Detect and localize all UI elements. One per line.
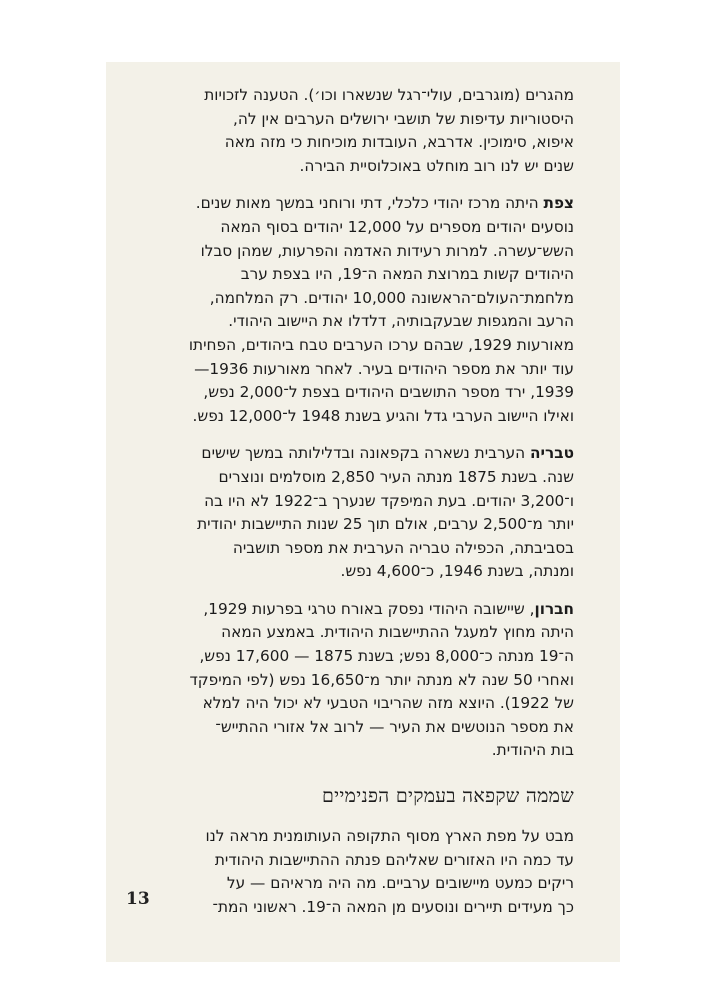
paragraph-tiberias <box>132 442 574 584</box>
text-line: מהגרים (מוגרבים, עולי־רגל שנשארו וכו׳). הטענה לזכויות <box>204 86 574 104</box>
text-line-rest: , שיישובה היהודי נפסק באורח טרגי בפרעות 1929, <box>203 599 535 618</box>
lead-word-hebron: חברון <box>534 599 574 618</box>
lead-word-safed: צפת <box>543 194 574 213</box>
text-line: שנים יש לנו רוב מוחלט באוכלוסיית הבירה. <box>299 156 574 175</box>
text-line: כך מעידים תיירים ונוסעים מן המאה ה־19. ראשוני המת־ <box>212 897 574 916</box>
paragraph-safed <box>132 192 574 428</box>
text-line <box>132 442 574 466</box>
text-line: יותר מ־2,500 ערבים, אולם תוך 25 שנות התיישבות יהודית <box>197 515 574 534</box>
text-line: ואחרי 50 שנה לא מנתה יותר מ־16,650 נפש (לפי המיפקד <box>189 670 574 689</box>
lead-word-tiberias: טבריה <box>530 444 574 463</box>
text-column <box>132 84 574 933</box>
text-line: ואילו היישוב הערבי גדל והגיע בשנת 1948 ל־12,000 נפש. <box>192 406 574 425</box>
text-line: ריקים כמעט מיישובים ערביים. מה היה מראיהם — על <box>226 874 574 893</box>
text-line <box>132 598 574 622</box>
section-heading: שממה שקפאה בעמקים הפנימיים <box>321 785 574 808</box>
text-line: ו־3,200 יהודים. בעת המיפקד שנערך ב־1922 לא היו בה <box>204 491 574 510</box>
text-line: איפוא, סימוכין. אדרבא, העובדות מוכיחות כי מזה מאה <box>224 133 574 152</box>
text-line: השש־עשרה. למרות רעידות האדמה והפרעות, שמהן סבלו <box>200 241 574 260</box>
text-line: את מספר הנוטשים את העיר — לרוב אל אזורי ההתייש־ <box>215 717 574 736</box>
text-line: בסביבתה, הכפילה טבריה הערבית את מספר תושביה <box>232 538 574 557</box>
paragraph-hebron <box>132 598 574 763</box>
text-line: היתה מחוץ למעגל ההתיישבות היהודית. באמצע המאה <box>221 623 574 642</box>
text-line: שנה. בשנת 1875 מנתה העיר 2,850 מוסלמים ונוצרים <box>218 467 574 486</box>
text-line: של 1922). היוצא מזה שהריבוי הטבעי לא יכול היה למלא <box>202 694 574 713</box>
text-line: מבט על מפת הארץ מסוף התקופה העותומנית מראה לנו <box>205 827 574 846</box>
text-line: נוסעים יהודים מספרים על 12,000 יהודים בסוף המאה <box>220 217 574 236</box>
text-line <box>132 192 574 216</box>
text-line: הרעב והמגפות שבעקבותיה, דלדלו את היישוב היהודי. <box>228 312 574 331</box>
text-line: מלחמת־העולם־הראשונה 10,000 יהודים. רק המלחמה, <box>209 288 574 307</box>
text-line-rest: היתה מרכז יהודי כלכלי, דתי ורוחני במשך מאות שנים. <box>195 194 544 213</box>
paragraph-closing <box>132 825 574 919</box>
paragraph-jerusalem <box>132 84 574 178</box>
page-number: 13 <box>126 889 150 909</box>
text-line: מאורעות 1929, שבהם ערכו הערבים טבח ביהודים, הפחיתו <box>188 335 574 354</box>
text-line: ה־19 מנתה כ־8,000 נפש; בשנת 1875 — 17,600 נפש, <box>199 647 574 666</box>
text-line-rest: הערבית נשארה בקפאונה ובדלילותה במשך שישים <box>201 444 531 463</box>
text-line: עד כמה היו האזורים שאליהם פנתה ההתיישבות היהודית <box>214 850 574 869</box>
text-line: 1939, ירד מספר התושבים היהודים בצפת ל־2,000 נפש, <box>203 383 574 402</box>
text-line: עוד יותר את מספר היהודים בעיר. לאחר מאורעות 1936— <box>194 359 574 378</box>
text-line: היסטוריות עדיפות של תושבי ירושלים הערבים אין לה, <box>232 109 574 128</box>
text-line: בות היהודית. <box>491 741 574 760</box>
text-line: ומנתה, בשנת 1946, כ־4,600 נפש. <box>340 562 574 581</box>
text-line: היהודים קשות במרוצת המאה ה־19, היו בצפת ערב <box>240 265 574 284</box>
